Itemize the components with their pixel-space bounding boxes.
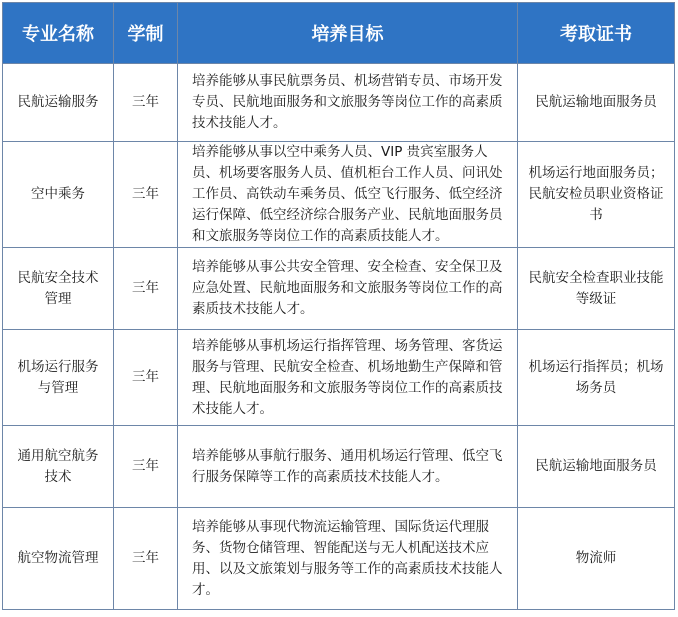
certificate-cell: 机场运行指挥员；机场场务员 [518, 330, 675, 426]
duration-cell: 三年 [114, 508, 178, 610]
header-row [3, 3, 675, 64]
table-row [3, 426, 675, 508]
goal-cell: 培养能够从事以空中乘务人员、VIP 贵宾室服务人员、机场要客服务人员、值机柜台工作人员、问讯处工作员、高铁动车乘务员、低空飞行服务、低空经济运行保障、低空经济综合服务产业、民航地面服务员和文旅服务等岗位工作的高素质技能人才。 [178, 142, 518, 248]
certificate-cell: 民航运输地面服务员 [518, 64, 675, 142]
goal-cell: 培养能够从事现代物流运输管理、国际货运代理服务、货物仓储管理、智能配送与无人机配送技术应用、以及文旅策划与服务等工作的高素质技术技能人才。 [178, 508, 518, 610]
certificate-cell: 机场运行地面服务员；民航安检员职业资格证书 [518, 142, 675, 248]
major-cell: 通用航空航务技术 [3, 426, 114, 508]
table-row [3, 508, 675, 610]
table-row [3, 330, 675, 426]
certificate-cell: 物流师 [518, 508, 675, 610]
table-row [3, 248, 675, 330]
goal-cell: 培养能够从事民航票务员、机场营销专员、市场开发专员、民航地面服务和文旅服务等岗位工作的高素质技术技能人才。 [178, 64, 518, 142]
table-row [3, 64, 675, 142]
header-certificate: 考取证书 [518, 3, 675, 64]
goal-cell: 培养能够从事机场运行指挥管理、场务管理、客货运服务与管理、民航安全检查、机场地勤生产保障和管理、民航地面服务和文旅服务等岗位工作的高素质技术技能人才。 [178, 330, 518, 426]
programs-table [2, 2, 675, 610]
duration-cell: 三年 [114, 426, 178, 508]
table-row [3, 142, 675, 248]
header-goal: 培养目标 [178, 3, 518, 64]
major-cell: 民航安全技术管理 [3, 248, 114, 330]
duration-cell: 三年 [114, 248, 178, 330]
certificate-cell: 民航运输地面服务员 [518, 426, 675, 508]
duration-cell: 三年 [114, 142, 178, 248]
goal-cell: 培养能够从事公共安全管理、安全检查、安全保卫及应急处置、民航地面服务和文旅服务等岗位工作的高素质技术技能人才。 [178, 248, 518, 330]
duration-cell: 三年 [114, 330, 178, 426]
certificate-cell: 民航安全检查职业技能等级证 [518, 248, 675, 330]
header-duration: 学制 [114, 3, 178, 64]
major-cell: 民航运输服务 [3, 64, 114, 142]
goal-cell: 培养能够从事航行服务、通用机场运行管理、低空飞行服务保障等工作的高素质技术技能人才。 [178, 426, 518, 508]
major-cell: 机场运行服务与管理 [3, 330, 114, 426]
header-major: 专业名称 [3, 3, 114, 64]
major-cell: 空中乘务 [3, 142, 114, 248]
duration-cell: 三年 [114, 64, 178, 142]
major-cell: 航空物流管理 [3, 508, 114, 610]
